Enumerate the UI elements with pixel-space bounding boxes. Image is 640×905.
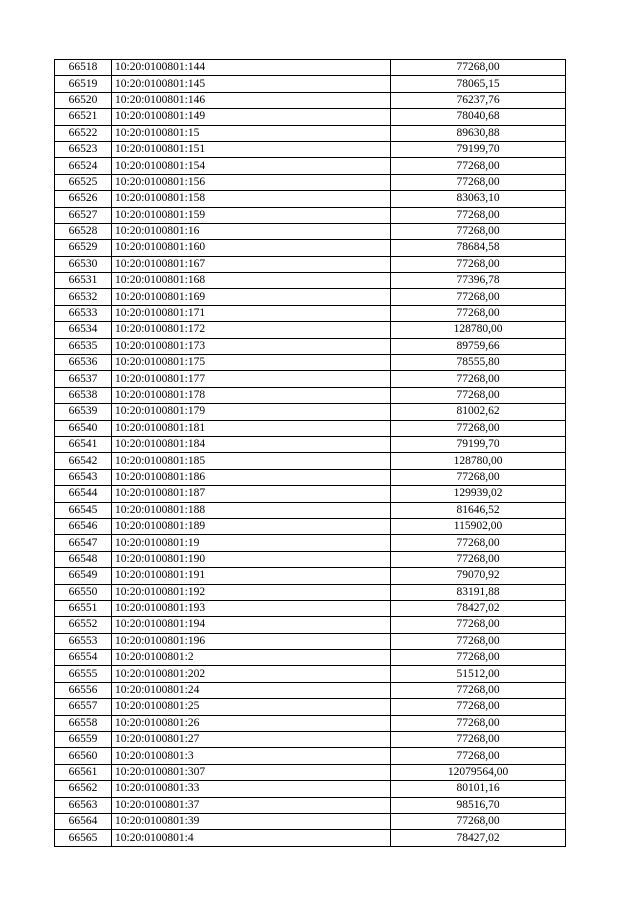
- row-number: 66561: [55, 764, 112, 780]
- cadastral-value: 77268,00: [391, 256, 566, 272]
- row-number: 66554: [55, 650, 112, 666]
- cadastral-value: 79199,70: [391, 436, 566, 452]
- cadastral-value: 77268,00: [391, 650, 566, 666]
- table-row: [55, 371, 566, 387]
- row-number: 66559: [55, 732, 112, 748]
- cadastral-number: 10:20:0100801:202: [112, 666, 391, 682]
- cadastral-value: 129939,02: [391, 486, 566, 502]
- cadastral-value: 80101,16: [391, 781, 566, 797]
- cadastral-value: 77268,00: [391, 617, 566, 633]
- cadastral-number: 10:20:0100801:16: [112, 223, 391, 239]
- row-number: 66529: [55, 240, 112, 256]
- row-number: 66537: [55, 371, 112, 387]
- table-row: [55, 682, 566, 698]
- cadastral-number: 10:20:0100801:186: [112, 469, 391, 485]
- cadastral-value: 77268,00: [391, 551, 566, 567]
- table-row: [55, 305, 566, 321]
- table-row: [55, 355, 566, 371]
- table-row: [55, 256, 566, 272]
- table-row: [55, 109, 566, 125]
- row-number: 66525: [55, 174, 112, 190]
- cadastral-value: 78065,15: [391, 76, 566, 92]
- row-number: 66521: [55, 109, 112, 125]
- cadastral-number: 10:20:0100801:193: [112, 600, 391, 616]
- table-row: [55, 174, 566, 190]
- table-row: [55, 666, 566, 682]
- table-row: [55, 502, 566, 518]
- table-body: [55, 60, 566, 847]
- cadastral-value: 77268,00: [391, 813, 566, 829]
- cadastral-value: 77268,00: [391, 633, 566, 649]
- cadastral-number: 10:20:0100801:39: [112, 813, 391, 829]
- table-row: [55, 781, 566, 797]
- table-row: [55, 76, 566, 92]
- table-row: [55, 797, 566, 813]
- row-number: 66555: [55, 666, 112, 682]
- row-number: 66524: [55, 158, 112, 174]
- cadastral-value: 89759,66: [391, 338, 566, 354]
- row-number: 66531: [55, 273, 112, 289]
- table-row: [55, 60, 566, 76]
- table-row: [55, 420, 566, 436]
- row-number: 66540: [55, 420, 112, 436]
- row-number: 66550: [55, 584, 112, 600]
- cadastral-number: 10:20:0100801:181: [112, 420, 391, 436]
- row-number: 66565: [55, 830, 112, 846]
- table-row: [55, 732, 566, 748]
- cadastral-value: 77268,00: [391, 174, 566, 190]
- table-row: [55, 387, 566, 403]
- table-row: [55, 240, 566, 256]
- row-number: 66535: [55, 338, 112, 354]
- row-number: 66530: [55, 256, 112, 272]
- cadastral-number: 10:20:0100801:15: [112, 125, 391, 141]
- cadastral-number: 10:20:0100801:192: [112, 584, 391, 600]
- cadastral-number: 10:20:0100801:179: [112, 404, 391, 420]
- cadastral-value: 83191,88: [391, 584, 566, 600]
- cadastral-number: 10:20:0100801:167: [112, 256, 391, 272]
- table-row: [55, 141, 566, 157]
- cadastral-number: 10:20:0100801:188: [112, 502, 391, 518]
- table-row: [55, 715, 566, 731]
- table-row: [55, 600, 566, 616]
- cadastral-value: 78684,58: [391, 240, 566, 256]
- cadastral-value: 77268,00: [391, 699, 566, 715]
- cadastral-value: 128780,00: [391, 322, 566, 338]
- cadastral-number: 10:20:0100801:156: [112, 174, 391, 190]
- cadastral-value: 77268,00: [391, 371, 566, 387]
- cadastral-number: 10:20:0100801:168: [112, 273, 391, 289]
- cadastral-value: 83063,10: [391, 191, 566, 207]
- table-row: [55, 273, 566, 289]
- row-number: 66564: [55, 813, 112, 829]
- cadastral-number: 10:20:0100801:160: [112, 240, 391, 256]
- row-number: 66549: [55, 568, 112, 584]
- cadastral-number: 10:20:0100801:191: [112, 568, 391, 584]
- cadastral-number: 10:20:0100801:26: [112, 715, 391, 731]
- table-row: [55, 92, 566, 108]
- row-number: 66526: [55, 191, 112, 207]
- cadastral-value: 51512,00: [391, 666, 566, 682]
- table-row: [55, 617, 566, 633]
- cadastral-value: 77268,00: [391, 682, 566, 698]
- row-number: 66547: [55, 535, 112, 551]
- cadastral-number: 10:20:0100801:27: [112, 732, 391, 748]
- row-number: 66542: [55, 453, 112, 469]
- cadastral-value: 77268,00: [391, 289, 566, 305]
- cadastral-value: 77268,00: [391, 469, 566, 485]
- cadastral-number: 10:20:0100801:171: [112, 305, 391, 321]
- cadastral-number: 10:20:0100801:173: [112, 338, 391, 354]
- table-row: [55, 469, 566, 485]
- row-number: 66558: [55, 715, 112, 731]
- cadastral-value: 79070,92: [391, 568, 566, 584]
- cadastral-value: 77396,78: [391, 273, 566, 289]
- table-row: [55, 699, 566, 715]
- row-number: 66533: [55, 305, 112, 321]
- cadastral-number: 10:20:0100801:37: [112, 797, 391, 813]
- row-number: 66557: [55, 699, 112, 715]
- cadastral-number: 10:20:0100801:189: [112, 518, 391, 534]
- cadastral-value: 77268,00: [391, 535, 566, 551]
- table-row: [55, 633, 566, 649]
- table-row: [55, 453, 566, 469]
- cadastral-value: 98516,70: [391, 797, 566, 813]
- cadastral-number: 10:20:0100801:33: [112, 781, 391, 797]
- table-row: [55, 584, 566, 600]
- cadastral-value: 77268,00: [391, 305, 566, 321]
- cadastral-number: 10:20:0100801:145: [112, 76, 391, 92]
- row-number: 66536: [55, 355, 112, 371]
- cadastral-value: 115902,00: [391, 518, 566, 534]
- cadastral-value-table: [54, 59, 566, 847]
- row-number: 66534: [55, 322, 112, 338]
- row-number: 66518: [55, 60, 112, 76]
- cadastral-number: 10:20:0100801:2: [112, 650, 391, 666]
- row-number: 66560: [55, 748, 112, 764]
- cadastral-number: 10:20:0100801:194: [112, 617, 391, 633]
- cadastral-number: 10:20:0100801:172: [112, 322, 391, 338]
- row-number: 66527: [55, 207, 112, 223]
- cadastral-number: 10:20:0100801:177: [112, 371, 391, 387]
- row-number: 66523: [55, 141, 112, 157]
- cadastral-value: 77268,00: [391, 158, 566, 174]
- table-row: [55, 830, 566, 846]
- row-number: 66532: [55, 289, 112, 305]
- cadastral-number: 10:20:0100801:24: [112, 682, 391, 698]
- table-row: [55, 223, 566, 239]
- cadastral-number: 10:20:0100801:146: [112, 92, 391, 108]
- row-number: 66528: [55, 223, 112, 239]
- cadastral-value: 78040,68: [391, 109, 566, 125]
- cadastral-value: 77268,00: [391, 207, 566, 223]
- cadastral-value: 78555,80: [391, 355, 566, 371]
- cadastral-value: 78427,02: [391, 600, 566, 616]
- cadastral-number: 10:20:0100801:185: [112, 453, 391, 469]
- cadastral-value: 77268,00: [391, 420, 566, 436]
- table-row: [55, 404, 566, 420]
- table-row: [55, 158, 566, 174]
- table-row: [55, 322, 566, 338]
- cadastral-number: 10:20:0100801:307: [112, 764, 391, 780]
- row-number: 66548: [55, 551, 112, 567]
- row-number: 66545: [55, 502, 112, 518]
- row-number: 66551: [55, 600, 112, 616]
- cadastral-value: 77268,00: [391, 715, 566, 731]
- table-row: [55, 551, 566, 567]
- cadastral-value: 89630,88: [391, 125, 566, 141]
- table-row: [55, 813, 566, 829]
- row-number: 66539: [55, 404, 112, 420]
- table-row: [55, 486, 566, 502]
- cadastral-value: 12079564,00: [391, 764, 566, 780]
- cadastral-value: 77268,00: [391, 748, 566, 764]
- cadastral-number: 10:20:0100801:196: [112, 633, 391, 649]
- cadastral-number: 10:20:0100801:158: [112, 191, 391, 207]
- table-row: [55, 650, 566, 666]
- table-row: [55, 535, 566, 551]
- table-row: [55, 207, 566, 223]
- cadastral-value: 128780,00: [391, 453, 566, 469]
- cadastral-number: 10:20:0100801:184: [112, 436, 391, 452]
- cadastral-number: 10:20:0100801:25: [112, 699, 391, 715]
- cadastral-number: 10:20:0100801:19: [112, 535, 391, 551]
- cadastral-number: 10:20:0100801:178: [112, 387, 391, 403]
- cadastral-number: 10:20:0100801:144: [112, 60, 391, 76]
- cadastral-number: 10:20:0100801:154: [112, 158, 391, 174]
- row-number: 66562: [55, 781, 112, 797]
- row-number: 66544: [55, 486, 112, 502]
- cadastral-number: 10:20:0100801:169: [112, 289, 391, 305]
- cadastral-number: 10:20:0100801:159: [112, 207, 391, 223]
- table-row: [55, 568, 566, 584]
- row-number: 66541: [55, 436, 112, 452]
- cadastral-value: 81002,62: [391, 404, 566, 420]
- row-number: 66520: [55, 92, 112, 108]
- cadastral-number: 10:20:0100801:175: [112, 355, 391, 371]
- row-number: 66546: [55, 518, 112, 534]
- row-number: 66563: [55, 797, 112, 813]
- row-number: 66543: [55, 469, 112, 485]
- cadastral-value: 77268,00: [391, 223, 566, 239]
- table-row: [55, 338, 566, 354]
- cadastral-number: 10:20:0100801:187: [112, 486, 391, 502]
- row-number: 66553: [55, 633, 112, 649]
- table-row: [55, 125, 566, 141]
- cadastral-number: 10:20:0100801:4: [112, 830, 391, 846]
- row-number: 66522: [55, 125, 112, 141]
- table-row: [55, 518, 566, 534]
- cadastral-value: 78427,02: [391, 830, 566, 846]
- cadastral-value: 77268,00: [391, 732, 566, 748]
- cadastral-number: 10:20:0100801:151: [112, 141, 391, 157]
- cadastral-value: 77268,00: [391, 60, 566, 76]
- cadastral-value: 79199,70: [391, 141, 566, 157]
- cadastral-value: 76237,76: [391, 92, 566, 108]
- cadastral-number: 10:20:0100801:149: [112, 109, 391, 125]
- cadastral-number: 10:20:0100801:3: [112, 748, 391, 764]
- table-row: [55, 764, 566, 780]
- row-number: 66538: [55, 387, 112, 403]
- row-number: 66556: [55, 682, 112, 698]
- table-row: [55, 289, 566, 305]
- row-number: 66552: [55, 617, 112, 633]
- cadastral-number: 10:20:0100801:190: [112, 551, 391, 567]
- cadastral-value: 81646,52: [391, 502, 566, 518]
- table-row: [55, 748, 566, 764]
- cadastral-value: 77268,00: [391, 387, 566, 403]
- table-row: [55, 191, 566, 207]
- row-number: 66519: [55, 76, 112, 92]
- table-row: [55, 436, 566, 452]
